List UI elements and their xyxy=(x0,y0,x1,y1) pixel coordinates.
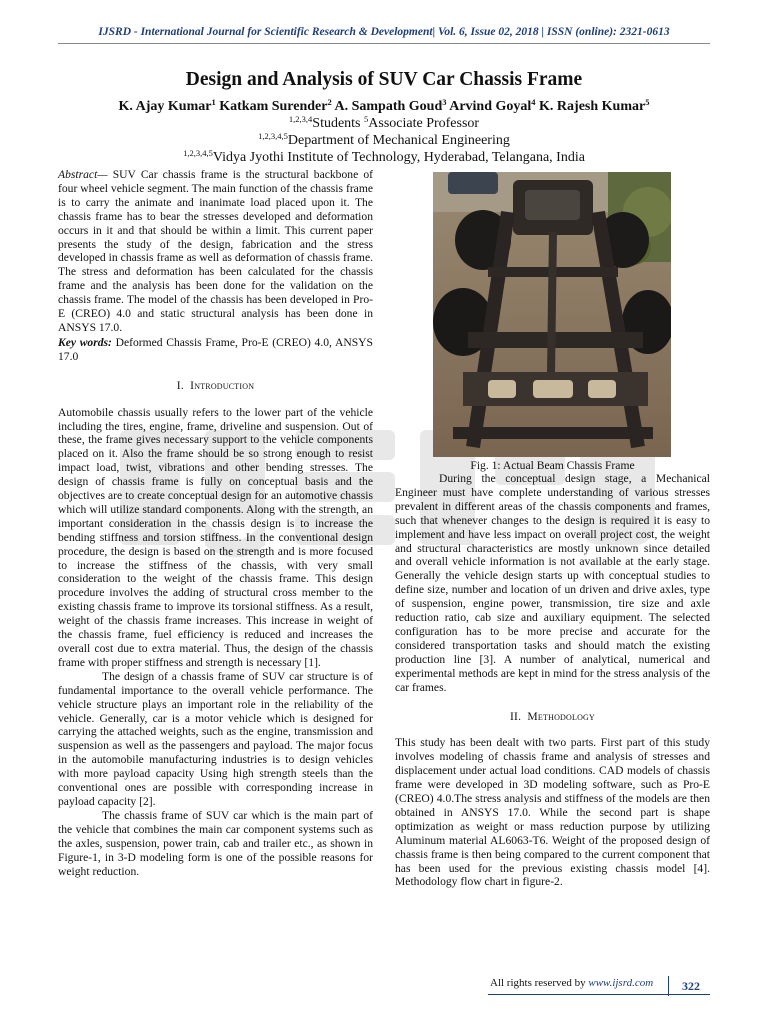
intro-paragraph: The chassis frame of SUV car which is the main part of the vehicle that combines the main car component systems such as the axles, suspension, power train, cab and trailer etc., as shown in Figure-1, in 3-D modeling form is one of the possible reasons for weight reduction. xyxy=(58,808,373,878)
author-sup: 1 xyxy=(211,97,216,107)
affil-text: Students xyxy=(312,116,365,131)
section-number: I. xyxy=(176,378,184,392)
affil-text: Department of Mechanical Engineering xyxy=(287,133,510,148)
website-link[interactable]: www.ijsrd.com xyxy=(588,977,654,989)
author-name: A. Sampath Goud xyxy=(334,99,443,114)
intro-paragraph: The design of a chassis frame of SUV car structure is of fundamental importance to the overall vehicle performance. The vehicle structure plays an important role in the reliability of the vehicle. Generally, car is a motor vehicle which is designed for carrying the attached weights, such as the engine, transmission and suspension as well as the passengers and payload. The major focus in the automobile manufacturing industries is to design vehicles with more payload capacity Using high strength steels than the conventional ones are possible with corresponding increase in payload capacity [2]. xyxy=(58,669,373,808)
journal-header: IJSRD - International Journal for Scientific Research & Development| Vol. 6, Issue 02, 2018 | ISSN (online): 2321-0613 xyxy=(98,26,670,38)
section-number: II. xyxy=(509,709,522,723)
section-title: Introduction xyxy=(190,378,255,392)
affil-sup: 1,2,3,4,5 xyxy=(183,148,213,158)
page-number: 322 xyxy=(668,976,713,996)
author-sup: 5 xyxy=(645,97,650,107)
affil-sup: 1,2,3,4,5 xyxy=(258,131,288,141)
header-divider xyxy=(58,43,710,44)
abstract xyxy=(58,168,373,335)
keywords-text: Deformed Chassis Frame, Pro-E (CREO) 4.0, ANSYS 17.0 xyxy=(58,335,373,363)
affil-sup: 5 xyxy=(364,114,369,124)
author-sup: 2 xyxy=(327,97,332,107)
author-list xyxy=(0,97,768,115)
right-column xyxy=(395,472,710,889)
author-name: Katkam Surender xyxy=(219,99,328,114)
section-heading-introduction xyxy=(58,379,373,393)
rights-text: All rights reserved by xyxy=(490,977,589,989)
methodology-paragraph: This study has been dealt with two parts. First part of this study involves modeling of chassis frame and analysis of stresses and displacement under actual load conditions. CAD models of chassis frame were developed in 3D modeling software, such as Pro-E (CREO) 4.0.The stress analysis and stiffness of the models are then obtained in ANSYS 17.0. While the second part is shape optimization as weight or mass reduction purpose by utilizing Aluminum material AL6063-T6. Weight of the proposed design of chassis frame is then being compared to the current component that has been used for the previous existing chassis model [4]. Methodology flow chart in figure-2. xyxy=(395,736,710,889)
abstract-text: SUV Car chassis frame is the structural backbone of four wheel vehicle segment. The main function of the chassis frame is to carry the animate and inanimate load placed upon it. The chassis frame has to bear the stresses developed and deformation occurs in it and that should be within a limit. This current paper presents the study of the design, fabrication and the stress developed in chassis frame as well as deformation of chassis frame. The stress and deformation has been calculated for the chassis frame and the analysis has been done for the validation on the chassis frame. The model of the chassis has been developed in Pro-E (CREO) 4.0 and static structural analysis has been done in ANSYS 17.0. xyxy=(58,168,373,334)
section-title: Methodology xyxy=(527,709,596,723)
author-name: Arvind Goyal xyxy=(449,99,532,114)
affiliation-roles xyxy=(0,114,768,132)
figure-caption: Fig. 1: Actual Beam Chassis Frame xyxy=(470,459,635,472)
conceptual-paragraph: During the conceptual design stage, a Mechanical Engineer must have complete understanding of various stresses prevalent in different areas of the chassis components and frames, such that whenever changes to the design is required it is easy to implement and have less impact on overall project cost, the weight and structural characteristics are mostly unknown since detailed and overall vehicle information is not available at the early stage. Generally the vehicle design starts up with conceptual studies to define size, number and location of un driven and drive axles, type of suspension, engine power, transmission, tire size and axle reduction ratio, cab size and auxiliary equipment. The selected configuration has to be more precise and accurate for the considered transportation tasks and should match the existing production line [3]. A number of analytical, numerical and experimental methods are kept in mind for the stress analysis of the car frames. xyxy=(395,472,710,694)
paper-title: Design and Analysis of SUV Car Chassis Frame xyxy=(185,69,583,90)
author-name: K. Rajesh Kumar xyxy=(539,99,646,114)
affiliation-department xyxy=(0,131,768,149)
chassis-frame-photo xyxy=(433,172,671,457)
section-heading-methodology xyxy=(395,710,710,724)
keywords-label: Key words: xyxy=(58,335,112,349)
keywords xyxy=(58,336,373,364)
left-column xyxy=(58,168,373,878)
affil-text: Vidya Jyothi Institute of Technology, Hyderabad, Telangana, India xyxy=(212,150,585,165)
author-sup: 3 xyxy=(442,97,447,107)
author-name: K. Ajay Kumar xyxy=(118,99,212,114)
affil-text: Associate Professor xyxy=(368,116,480,131)
intro-paragraph: Automobile chassis usually refers to the lower part of the vehicle including the tires, engine, frame, driveline and suspension. Out of these, the frame gives necessary support to the vehicle components placed on it. Also the frame should be so strong enough to resist impact load, twist, vibrations and other bending stresses. The design of chassis frame is fully on conceptual basis and the objectives are to create conceptual design for an automotive chassis which will utilize standard components. Along with the strength, an important consideration in the chassis design is to increase the bending stiffness and torsion stiffness. In the conventional design procedure, the design is based on the strength and is more focused to increase the stiffness of the chassis, with very small consideration to the weight of the chassis frame. This design procedure involves the adding of structural cross member to the existing chassis frame to improve its torsional stiffness. As a result, weight of the chassis frame increases. This increase in weight of the chassis frame, fuel efficiency is reduced and increases the overall cost due to extra material. Thus, the design of the chassis frame with proper stiffness and strength is necessary [1]. xyxy=(58,405,373,669)
affil-sup: 1,2,3,4 xyxy=(288,114,313,124)
abstract-label: Abstract— xyxy=(58,168,108,181)
author-sup: 4 xyxy=(531,97,536,107)
footer-rights xyxy=(490,977,653,989)
affiliation-institute xyxy=(0,148,768,166)
